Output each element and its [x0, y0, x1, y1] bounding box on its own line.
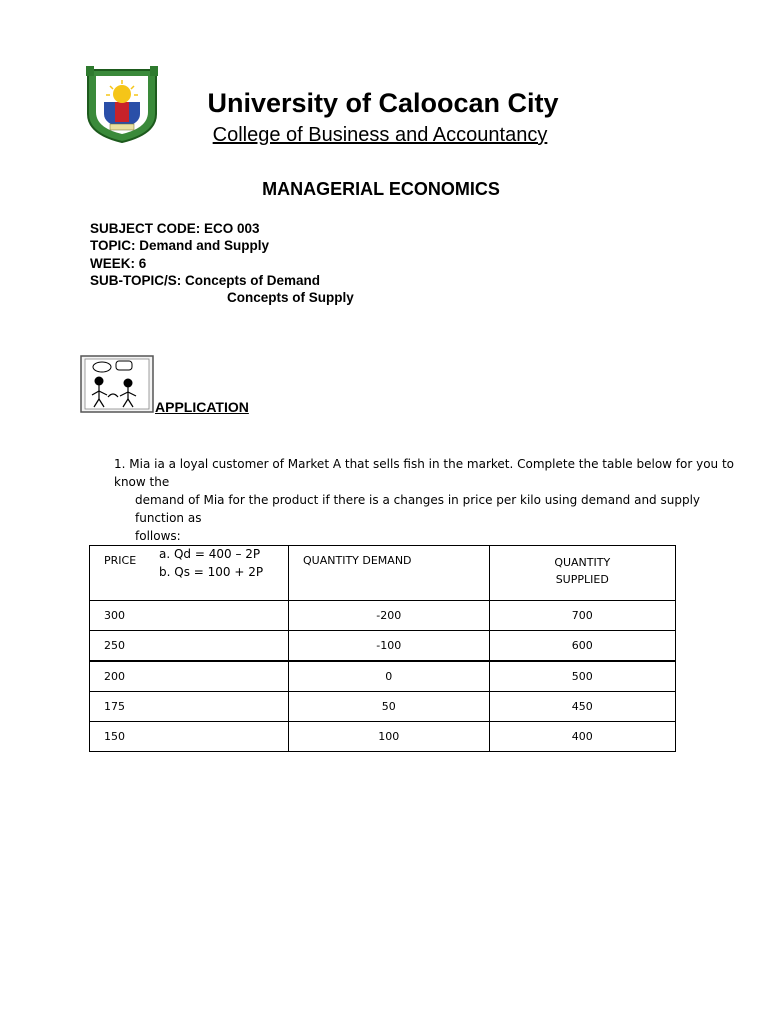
question-line-1: 1. Mia ia a loyal customer of Market A that sells fish in the market. Complete the table below for you to know the [114, 457, 735, 489]
question-line-2: demand of Mia for the product if there is a changes in price per kilo using demand and supply function as [135, 493, 701, 525]
equation-a: a. Qd = 400 – 2P [159, 547, 261, 561]
quantity-supplied-cell: 450 [489, 692, 676, 722]
header-quantity: QUANTITY [554, 556, 611, 569]
table-row [90, 631, 676, 662]
subtopic-demand: SUB-TOPIC/S: Concepts of Demand [90, 272, 321, 288]
week: WEEK: 6 [90, 255, 147, 271]
price-cell: 150 [90, 722, 289, 752]
table-row [90, 692, 676, 722]
course-title: MANAGERIAL ECONOMICS [262, 179, 500, 199]
table-row [90, 661, 676, 692]
quantity-supplied-cell: 700 [489, 601, 676, 631]
application-heading: APPLICATION [155, 399, 249, 415]
subtopic-supply: Concepts of Supply [227, 290, 354, 306]
quantity-supplied-cell: 500 [489, 661, 676, 692]
equation-b: b. Qs = 100 + 2P [159, 565, 264, 579]
quantity-supplied-cell: 400 [489, 722, 676, 752]
demand-supply-table [89, 545, 676, 752]
price-cell: 200 [90, 661, 289, 692]
quantity-demand-cell: 0 [289, 661, 489, 692]
table-row [90, 601, 676, 631]
topic: TOPIC: Demand and Supply [90, 238, 270, 254]
header-quantity-demand: QUANTITY DEMAND [289, 546, 489, 601]
quantity-supplied-cell: 600 [489, 631, 676, 662]
quantity-demand-cell: -100 [289, 631, 489, 662]
table-header-row [90, 546, 676, 601]
subject-code: SUBJECT CODE: ECO 003 [90, 221, 260, 236]
header-quantity-supplied [489, 546, 676, 601]
table-row [90, 722, 676, 752]
university-name: University of Caloocan City [207, 88, 559, 118]
quantity-demand-cell: 50 [289, 692, 489, 722]
price-cell: 250 [90, 631, 289, 662]
price-cell: 300 [90, 601, 289, 631]
question-line-3: follows: [135, 529, 181, 543]
discussion-people-icon [80, 355, 154, 413]
quantity-demand-cell: -200 [289, 601, 489, 631]
price-cell: 175 [90, 692, 289, 722]
header-supplied: SUPPLIED [555, 573, 609, 586]
course-meta [90, 220, 354, 306]
college-name: College of Business and Accountancy [212, 124, 548, 146]
quantity-demand-cell: 100 [289, 722, 489, 752]
header-price: PRICE [90, 546, 289, 601]
